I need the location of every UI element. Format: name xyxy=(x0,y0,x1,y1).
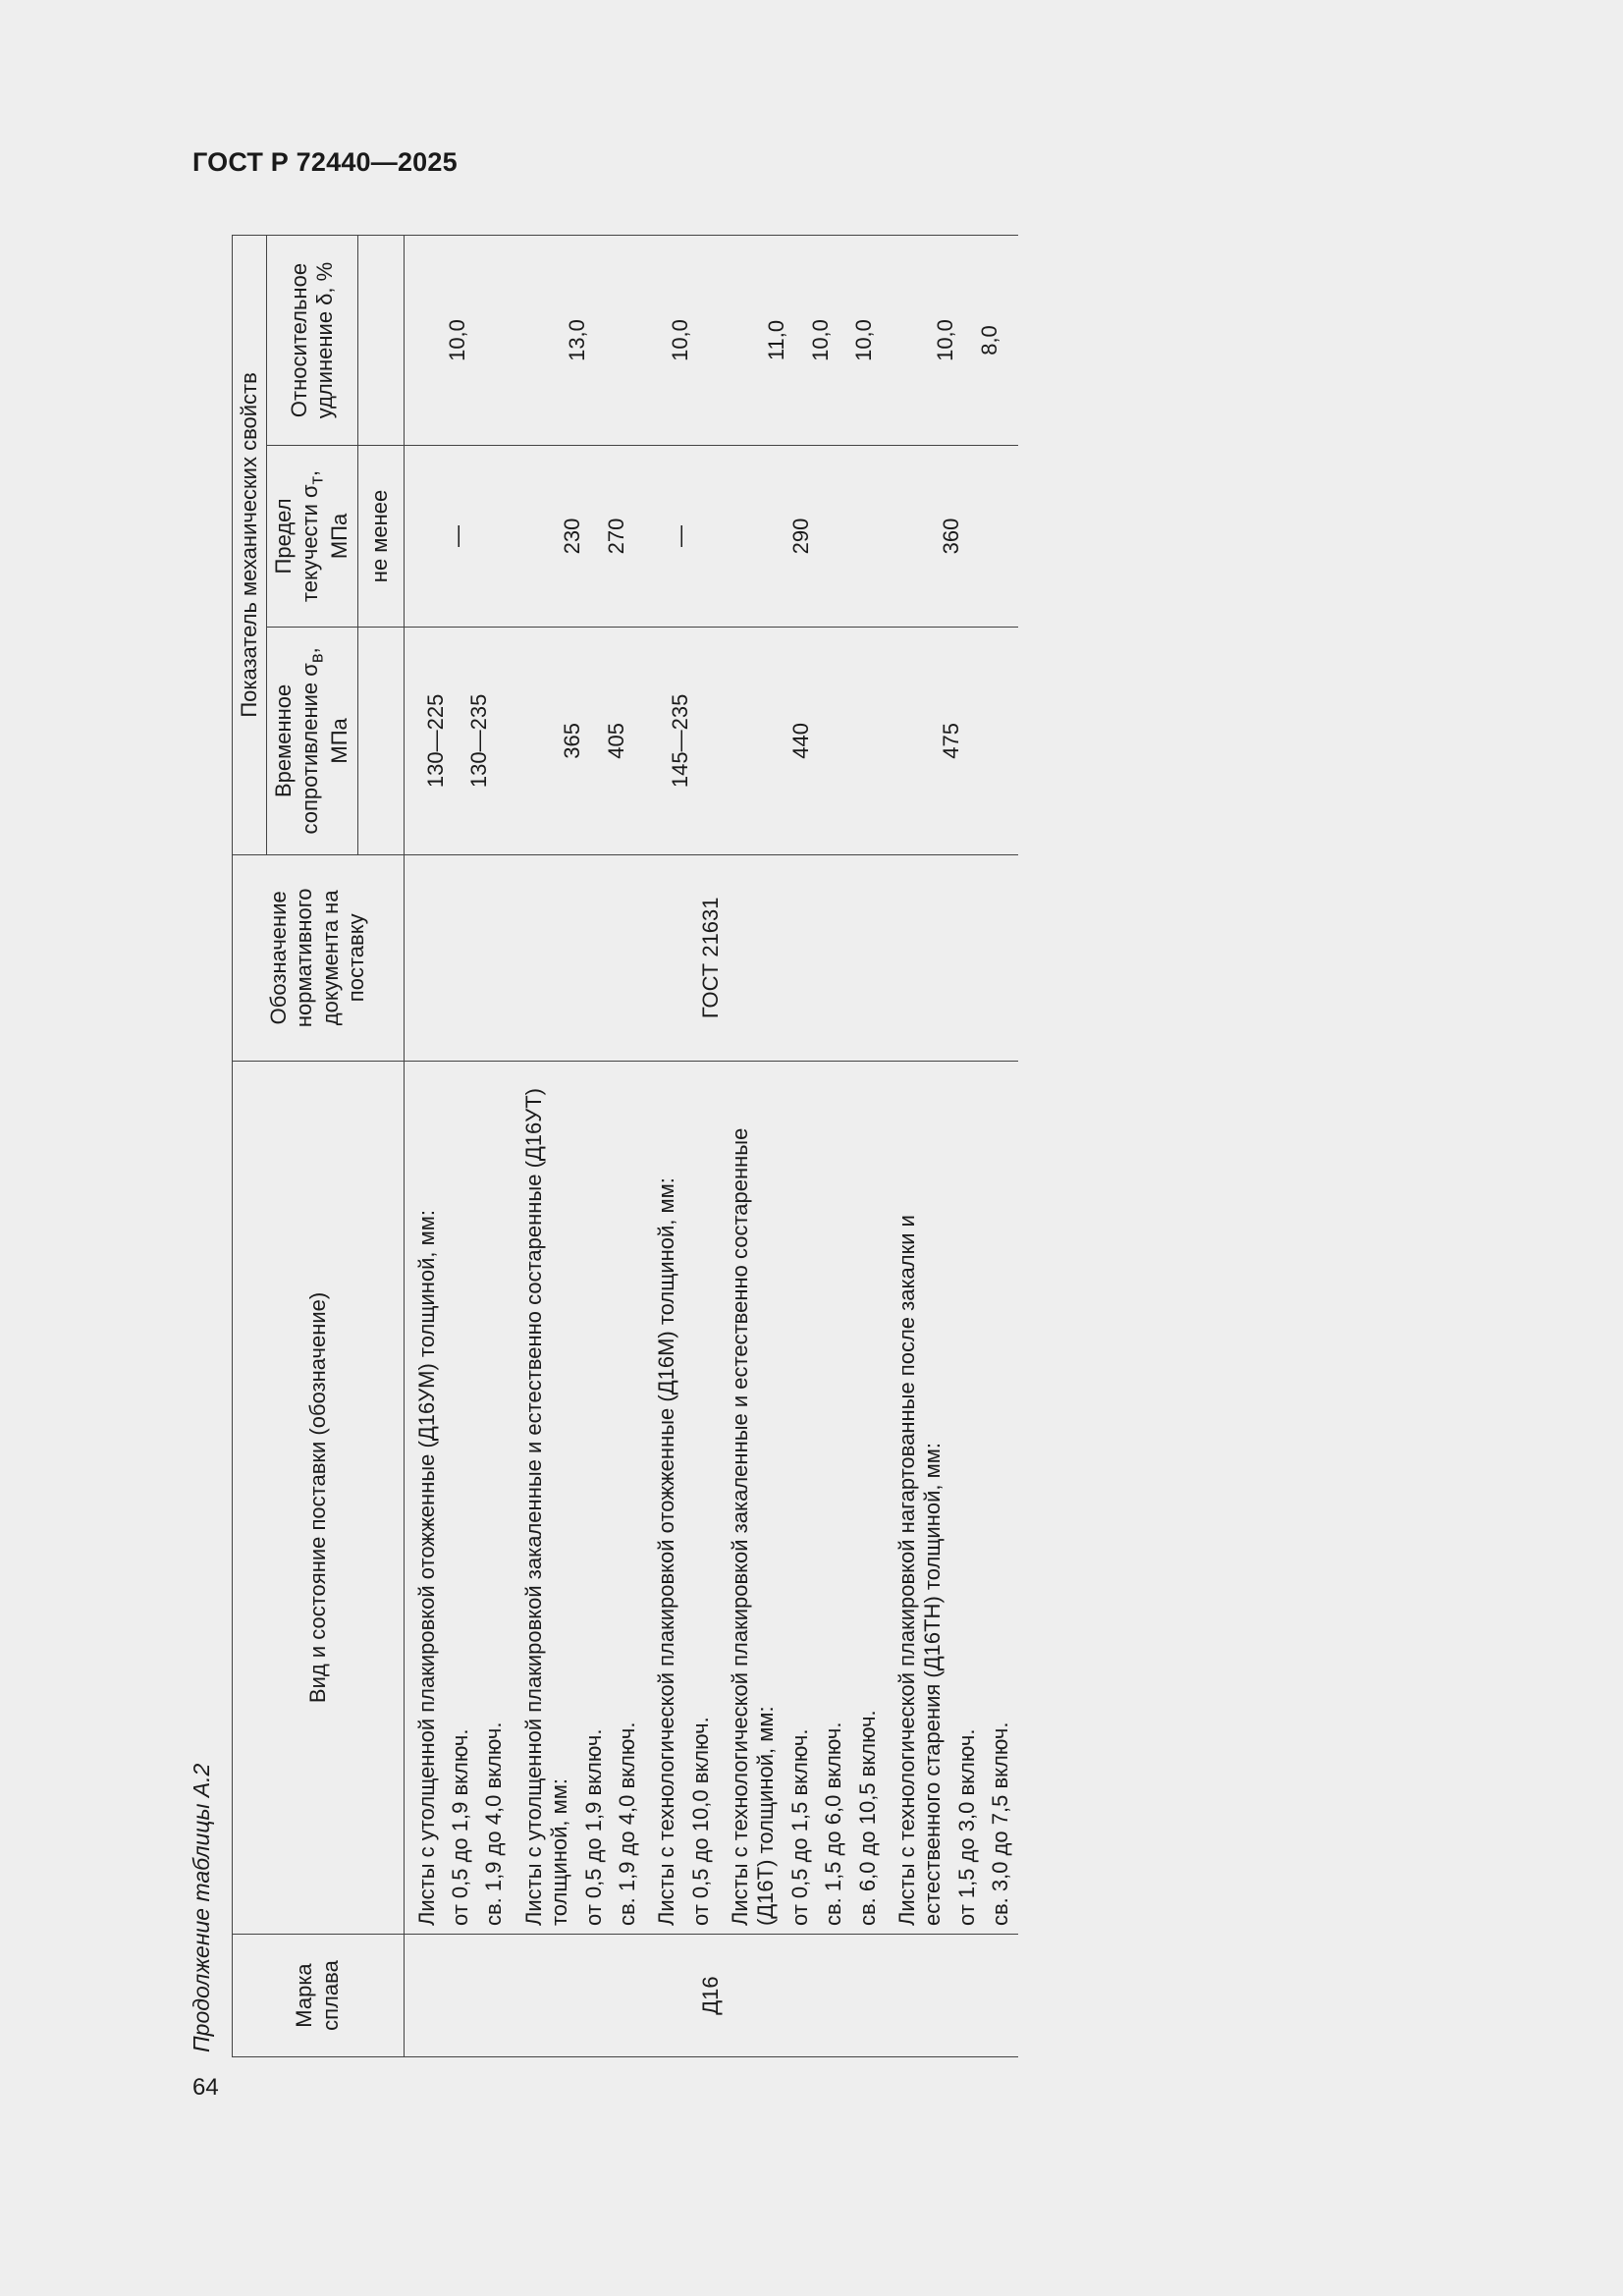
doc-ref-cell: ГОСТ 21631 xyxy=(404,854,1018,1061)
header-grade: Марка сплава xyxy=(233,1935,405,2057)
header-doc: Обозначение нормативного документа на поставку xyxy=(233,854,405,1061)
tensile-value: 130—225 xyxy=(422,693,448,789)
table-caption: Продолжение таблицы А.2 xyxy=(189,1763,214,2052)
properties-table xyxy=(232,235,1018,2057)
range-label: от 0,5 до 10,0 включ. xyxy=(684,1061,718,1934)
elong-value: 11,0 xyxy=(764,319,789,361)
elong-4 xyxy=(718,236,885,446)
grade-cell: Д16 xyxy=(404,1935,1018,2057)
range-label: св. 3,0 до 7,5 включ. xyxy=(984,1061,1017,1934)
rotated-table-area xyxy=(189,231,1269,2057)
yield-value: — xyxy=(644,446,718,628)
yield-value: — xyxy=(404,446,512,628)
elong-value: 8,0 xyxy=(976,325,1001,355)
range-label: св. 6,0 до 10,5 включ. xyxy=(851,1061,885,1934)
range-label: св. 1,9 до 4,0 включ. xyxy=(611,1061,644,1934)
tensile-1 xyxy=(404,627,512,854)
elong-value: 10,0 xyxy=(851,319,877,361)
header-mech-group: Показатель механических свойств xyxy=(233,236,267,855)
yield-value: 290 xyxy=(718,446,885,628)
header-yield: Предел текучести $\sigma_т$, МПа xyxy=(267,446,357,628)
elong-value: 10,0 xyxy=(807,319,833,361)
elong-value: 10,0 xyxy=(404,236,512,446)
tensile-value: 440 xyxy=(718,627,885,854)
tensile-value: 365 xyxy=(560,723,585,759)
yield-value: 270 xyxy=(603,518,628,555)
header-blank-1 xyxy=(357,627,404,854)
range-label: св. 1,5 до 6,0 включ. xyxy=(817,1061,850,1934)
group-title-3: Листы с технологической плакировкой отожженные (Д16М) толщиной, мм: xyxy=(644,1061,683,1934)
group-title-5: Листы с технологической плакировкой нагартованные после закалки и естественного старения (Д16ТН) толщиной, мм: xyxy=(885,1061,950,1934)
tensile-value: 475 xyxy=(885,627,1018,854)
group-title-4: Листы с технологической плакировкой закаленные и естественно состаренные (Д16Т) толщиной, мм: xyxy=(718,1061,784,1934)
tensile-2 xyxy=(512,627,645,854)
range-label: от 0,5 до 1,9 включ. xyxy=(444,1061,477,1934)
document-header: ГОСТ Р 72440—2025 xyxy=(192,147,458,177)
header-tensile: Временное сопротивление $\sigma_в$, МПа xyxy=(267,627,357,854)
group-title-2: Листы с утолщенной плакировкой закаленные и естественно состаренные (Д16УТ) толщиной, мм: xyxy=(512,1061,577,1934)
elong-value: 13,0 xyxy=(512,236,645,446)
elong-value: 10,0 xyxy=(644,236,718,446)
tensile-value: 405 xyxy=(603,723,628,759)
elong-value: 10,0 xyxy=(933,319,958,361)
header-blank-2 xyxy=(357,236,404,446)
yield-2 xyxy=(512,446,645,628)
page-number: 64 xyxy=(192,2074,219,2101)
yield-value: 360 xyxy=(885,446,1018,628)
tensile-value: 130—235 xyxy=(466,693,492,789)
elong-5 xyxy=(885,236,1018,446)
range-label: от 1,5 до 3,0 включ. xyxy=(950,1061,984,1934)
tensile-value: 145—235 xyxy=(644,627,718,854)
range-label: от 0,5 до 1,5 включ. xyxy=(784,1061,817,1934)
header-min-note: не менее xyxy=(357,446,404,628)
range-label: от 0,5 до 1,9 включ. xyxy=(577,1061,611,1934)
yield-value: 230 xyxy=(560,518,585,555)
header-kind: Вид и состояние поставки (обозначение) xyxy=(233,1061,405,1934)
header-elong: Относительное удлинение δ, % xyxy=(267,236,357,446)
group-title-1: Листы с утолщенной плакировкой отожженные (Д16УМ) толщиной, мм: xyxy=(404,1061,444,1934)
range-label: св. 1,9 до 4,0 включ. xyxy=(477,1061,511,1934)
